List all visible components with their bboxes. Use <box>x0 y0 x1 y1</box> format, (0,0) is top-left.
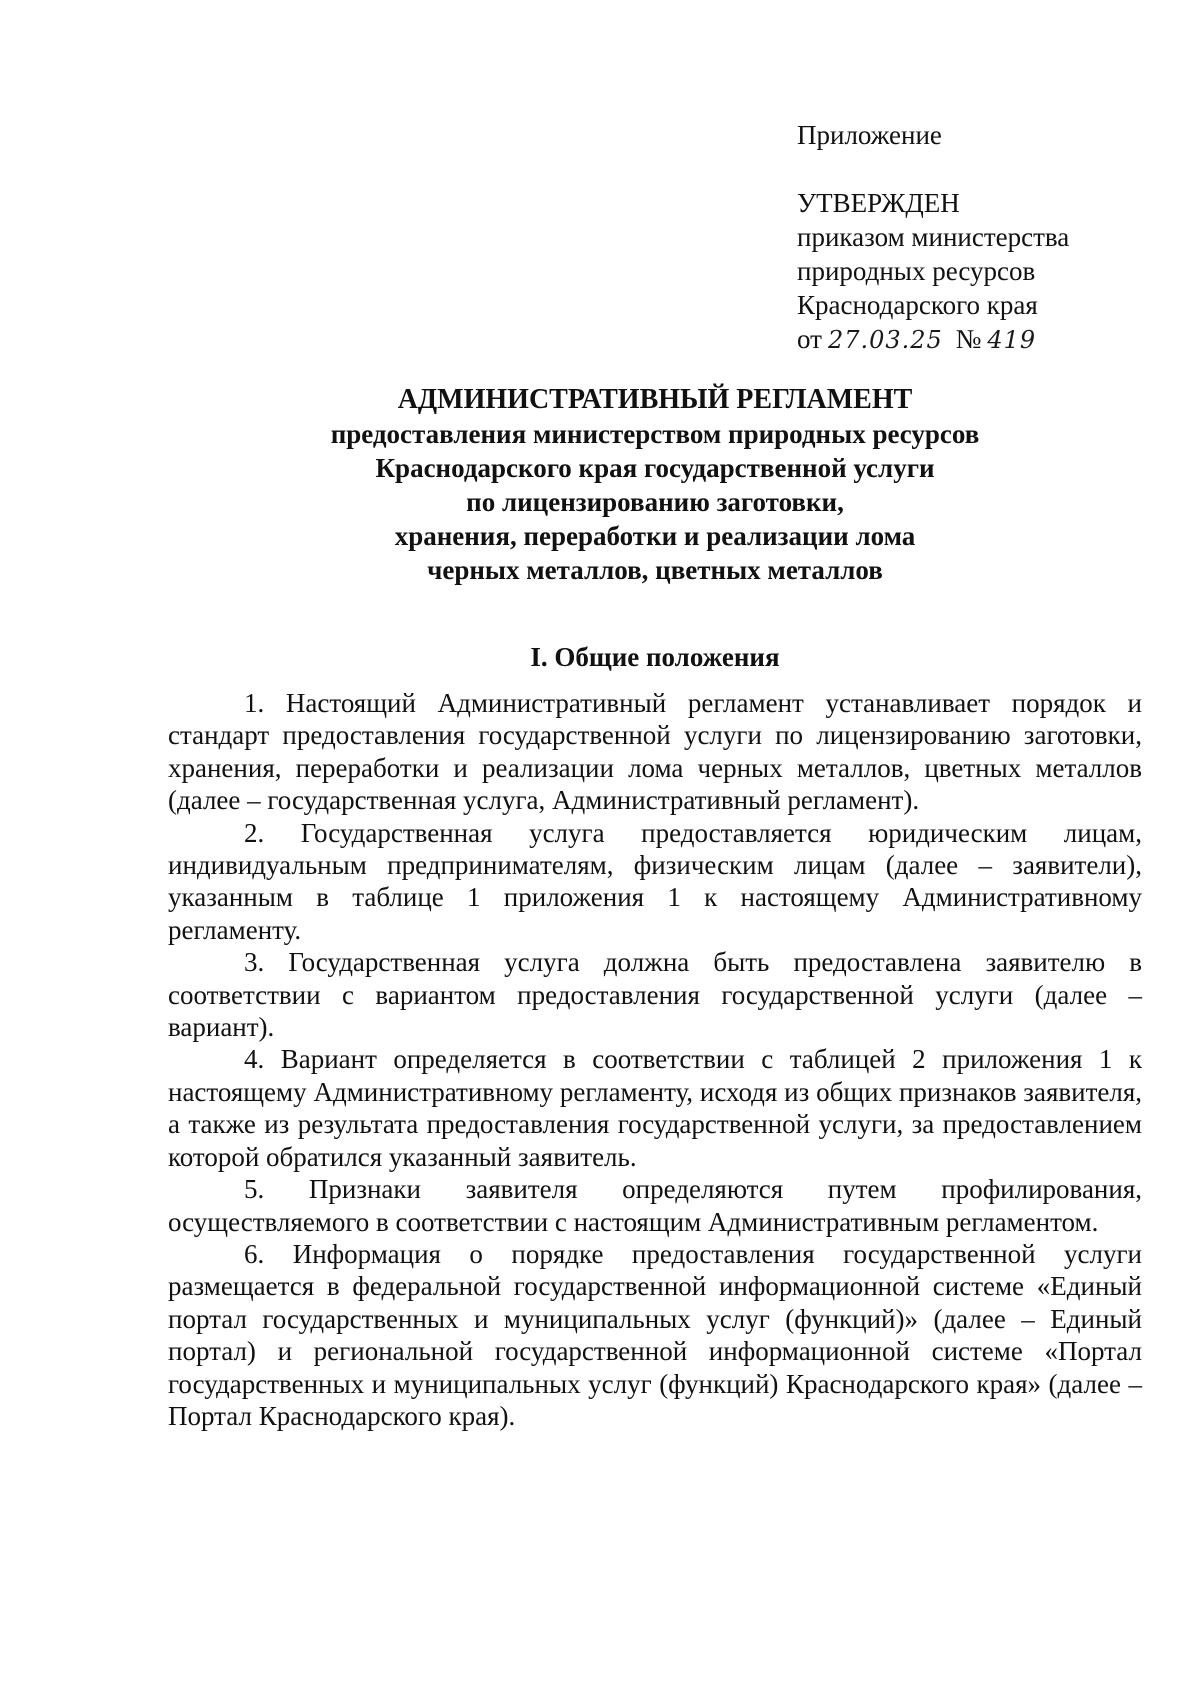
section-heading: I. Общие положения <box>530 642 780 672</box>
approval-block <box>797 118 1177 357</box>
title-line-2: Краснодарского края государственной услуги <box>375 453 935 483</box>
approval-line-2: природных ресурсов <box>797 256 1036 286</box>
paragraph-2: 2. Государственная услуга предоставляется юридическим лицам, индивидуальным предпринимателям, физическим лицам (далее – заявители), указанным в таблице 1 приложения 1 к настоящему Административному регламенту. <box>168 817 1142 945</box>
handwritten-number: 419 <box>987 326 1037 354</box>
paragraph-5: 5. Признаки заявителя определяются путем профилирования, осуществляемого в соответствии с настоящим Административным регламентом. <box>168 1174 1142 1237</box>
number-prefix: № <box>955 324 982 354</box>
approval-line-1: приказом министерства <box>797 222 1070 252</box>
title-line-5: черных металлов, цветных металлов <box>427 555 883 585</box>
paragraph-6: 6. Информация о порядке предоставления государственной услуги размещается в федеральной государственной информационной системе «Единый портал государственных и муниципальных услуг (функций)» (далее – Единый портал) и региональной государственной информационной системе «Портал государственных и муниципальных услуг (функций) Краснодарского края» (далее – Портал Краснодарского края). <box>168 1238 1142 1431</box>
title-line-1: предоставления министерством природных ресурсов <box>330 419 980 449</box>
paragraph-1: 1. Настоящий Административный регламент устанавливает порядок и стандарт предоставления государственной услуги по лицензированию заготовки, хранения, переработки и реализации лома черных металлов, цветных металлов (далее – государственная услуга, Административный регламент). <box>168 688 1142 816</box>
paragraph-3: 3. Государственная услуга должна быть предоставлена заявителю в соответствии с вариантом предоставления государственной услуги (далее – вариант). <box>168 947 1142 1043</box>
title-main: АДМИНИСТРАТИВНЫЙ РЕГЛАМЕНТ <box>397 384 913 415</box>
approved-label: УТВЕРЖДЕН <box>797 188 960 218</box>
appendix-label: Приложение <box>797 120 942 150</box>
title-line-3: по лицензированию заготовки, <box>466 487 844 517</box>
date-prefix: от <box>797 324 822 354</box>
handwritten-date: 27.03.25 <box>827 326 943 354</box>
section-body <box>168 687 1142 1432</box>
paragraph-4: 4. Вариант определяется в соответствии с таблицей 2 приложения 1 к настоящему Административному регламенту, исходя из общих признаков заявителя, а также из результата предоставления государственной услуги, за предоставлением которой обратился указанный заявитель. <box>168 1044 1142 1172</box>
title-line-4: хранения, переработки и реализации лома <box>394 521 916 551</box>
approval-line-3: Краснодарского края <box>797 290 1038 320</box>
approval-date-line <box>797 322 1177 357</box>
document-title <box>168 383 1142 587</box>
